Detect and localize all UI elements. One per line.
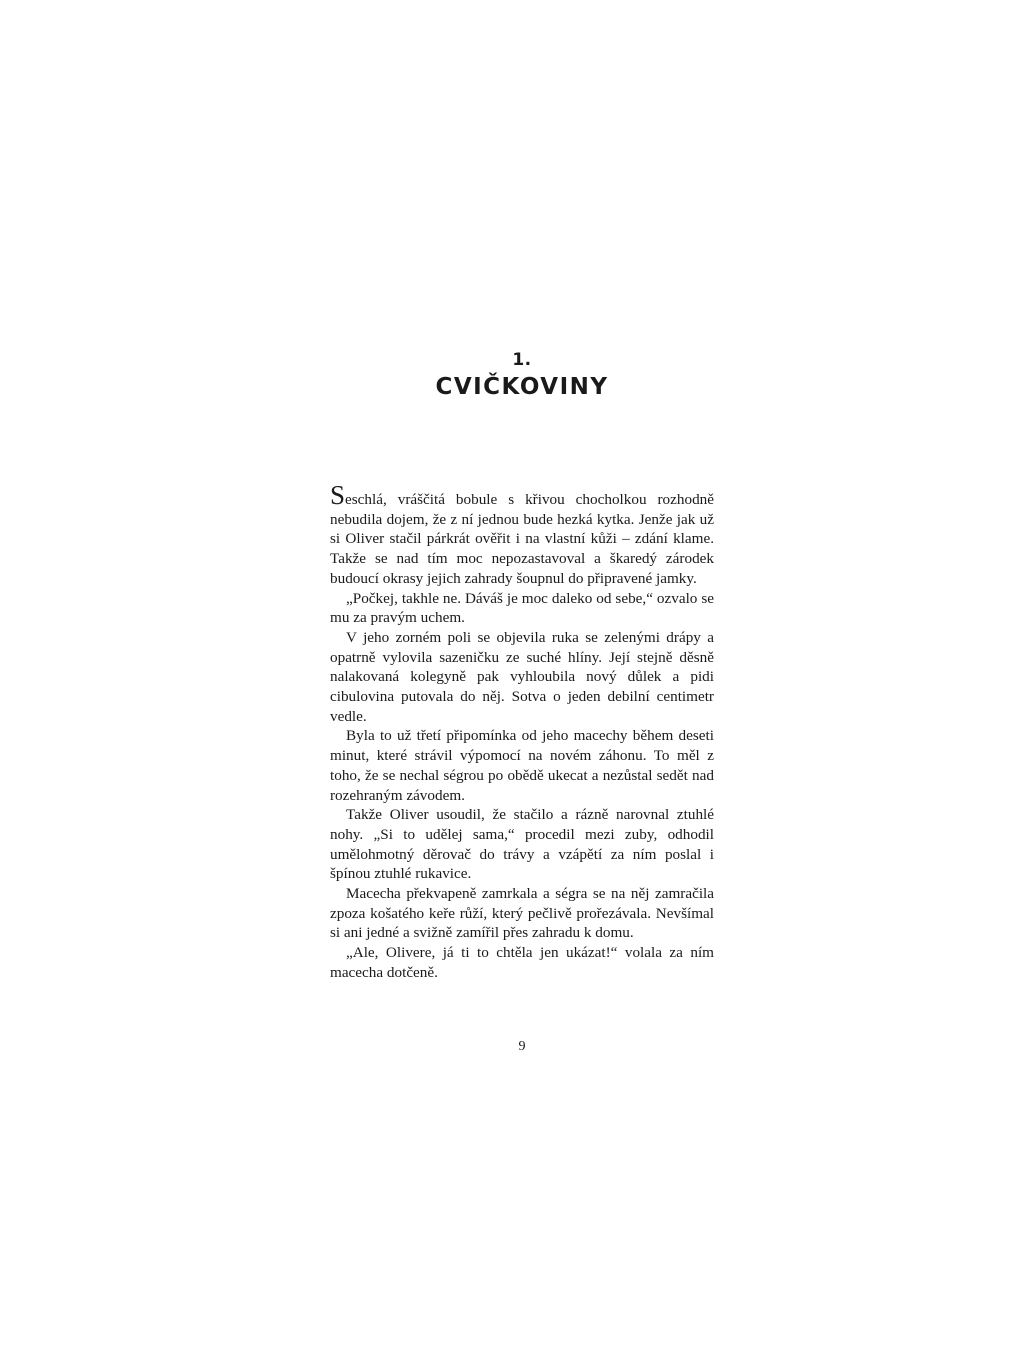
paragraph: Takže Oliver usoudil, že stačilo a rázně narovnal ztuhlé nohy. „Si to udělej sama,“ procedil mezi zuby, odhodil umělohmotný děrovač do trávy a vzápětí za ním poslal i špínou ztuhlé rukavice. bbox=[330, 806, 714, 883]
paragraph: V jeho zorném poli se objevila ruka se zelenými drápy a opatrně vylovila sazeničku ze suché hlíny. Její stejně děsně nalakovaná kolegyně pak vyhloubila nový důlek a pidi cibulovina putovala do něj. Sotva o jeden debilní centimetr vedle. bbox=[330, 628, 714, 725]
paragraph-text: eschlá, vráščitá bobule s křivou chocholkou rozhodně nebudila dojem, že z ní jednou bude hezká kytka. Jenže jak už si Oliver stačil párkrát ověřit i na vlastní kůži – zdání klame. Takže se nad tím moc nepozastavoval a škaredý zárodek budoucí okrasy jejich zahrady šoupnul do připravené jamky. bbox=[330, 491, 714, 587]
paragraph bbox=[330, 480, 714, 589]
paragraph: Macecha překvapeně zamrkala a ségra se na něj zamračila zpoza košatého keře růží, který pečlivě prořezávala. Nevšímal si ani jedné a svižně zamířil přes zahradu k domu. bbox=[330, 885, 714, 942]
paragraph: „Ale, Olivere, já ti to chtěla jen ukázat!“ volala za ním macecha dotčeně. bbox=[330, 944, 714, 981]
drop-initial: S bbox=[330, 480, 346, 510]
chapter-title: CVIČKOVINY bbox=[435, 374, 609, 400]
page-number: 9 bbox=[518, 1039, 526, 1054]
paragraph: Byla to už třetí připomínka od jeho macechy během deseti minut, které strávil výpomocí na novém záhonu. To měl z toho, že se nechal ségrou po obědě ukecat a nezůstal sedět nad rozehraným závodem. bbox=[330, 727, 714, 804]
paragraph: „Počkej, takhle ne. Dáváš je moc daleko od sebe,“ ozvalo se mu za pravým uchem. bbox=[330, 589, 714, 627]
chapter-number: 1. bbox=[512, 350, 532, 370]
chapter-body bbox=[330, 480, 714, 983]
